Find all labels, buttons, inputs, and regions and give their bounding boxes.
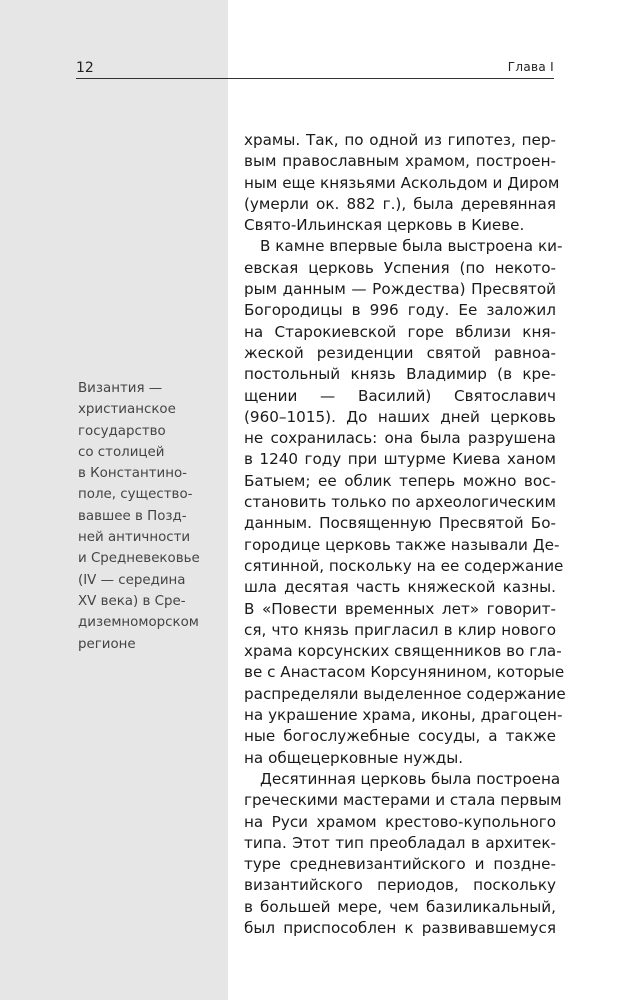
sidenote-line: в Константино- bbox=[78, 466, 188, 482]
text-line: Десятинная церковь была построена bbox=[260, 769, 561, 788]
text-line: шла десятая часть княжеской казны. bbox=[244, 578, 556, 597]
text-line: Богородицы в 996 году. Ее заложил bbox=[244, 301, 556, 320]
text-line: сятинной, поскольку на ее содержание bbox=[244, 556, 564, 575]
text-line: В «Повести временных лет» говорит- bbox=[244, 599, 556, 618]
text-line: Батыем; ее облик теперь можно вос- bbox=[244, 471, 556, 490]
text-line: ные богослужебные сосуды, а также bbox=[244, 727, 556, 746]
chapter-title: Глава I bbox=[507, 60, 554, 74]
text-line: не сохранилась: она была разрушена bbox=[244, 429, 556, 448]
text-line: в 1240 году при штурме Киева ханом bbox=[244, 450, 556, 469]
sidenote-line: со столицей bbox=[78, 444, 165, 460]
sidenote-line: диземноморском bbox=[78, 615, 199, 631]
text-line: данным. Посвященную Пресвятой Бо- bbox=[244, 514, 556, 533]
page-number: 12 bbox=[76, 60, 94, 76]
sidenote-line: Византия — bbox=[78, 381, 163, 396]
text-line: щении — Василий) Святославич bbox=[244, 386, 556, 405]
text-line: вым православным храмом, построен- bbox=[244, 152, 556, 171]
sidenote-line: регионе bbox=[78, 636, 136, 652]
text-line: на Руси храмом крестово-купольного bbox=[244, 812, 556, 831]
text-line: (960–1015). До наших дней церковь bbox=[244, 407, 556, 426]
sidenote-line: государство bbox=[78, 423, 166, 439]
text-line: типа. Этот тип преобладал в архитек- bbox=[244, 833, 556, 852]
text-line: ве с Анастасом Корсунянином, которые bbox=[244, 663, 565, 682]
sidenote-line: XV века) в Сре- bbox=[78, 593, 186, 609]
paragraph bbox=[244, 130, 560, 236]
text-line: Свято-Ильинская церковь в Киеве. bbox=[244, 216, 525, 235]
text-line: храмы. Так, по одной из гипотез, пер- bbox=[244, 131, 556, 149]
text-line: постольный князь Владимир (в кре- bbox=[244, 365, 556, 384]
text-line: византийского периодов, поскольку bbox=[244, 876, 556, 895]
text-line: В камне впервые была выстроена ки- bbox=[260, 237, 563, 256]
main-text bbox=[244, 130, 566, 939]
text-line: рым данным — Рождества) Пресвятой bbox=[244, 280, 556, 299]
sidenote bbox=[78, 378, 208, 655]
text-line: на украшение храма, иконы, драгоцен- bbox=[244, 706, 563, 725]
text-line: на общецерковные нужды. bbox=[244, 748, 464, 767]
paragraph bbox=[244, 769, 562, 939]
text-line: греческими мастерами и стала первым bbox=[244, 791, 562, 810]
sidenote-line: поле, существо- bbox=[78, 487, 193, 503]
running-header bbox=[76, 58, 554, 79]
text-line: жеской резиденции святой равноа- bbox=[244, 343, 556, 362]
text-line: распределяли выделенное содержание bbox=[244, 684, 566, 703]
sidenote-line: вавшее в Позд- bbox=[78, 508, 187, 524]
sidenote-line: христианское bbox=[78, 402, 176, 418]
text-line: евская церковь Успения (по некото- bbox=[244, 258, 556, 277]
sidenote-line: (IV — середина bbox=[78, 572, 186, 588]
text-line: (умерли ок. 882 г.), была деревянная bbox=[244, 194, 556, 213]
text-line: в большей мере, чем базиликальный, bbox=[244, 897, 556, 916]
text-line: ным еще князьями Аскольдом и Диром bbox=[244, 173, 560, 192]
text-line: на Старокиевской горе вблизи кня- bbox=[244, 322, 556, 341]
text-line: был приспособлен к развивавшемуся bbox=[244, 918, 556, 937]
paragraph bbox=[244, 236, 566, 768]
text-line: становить только по археологическим bbox=[244, 493, 556, 512]
sidenote-line: и Средневековье bbox=[78, 551, 200, 567]
text-line: ся, что князь пригласил в клир нового bbox=[244, 620, 556, 639]
text-line: туре средневизантийского и поздне- bbox=[244, 855, 556, 874]
sidenote-line: ней античности bbox=[78, 530, 191, 546]
text-line: городице церковь также называли Де- bbox=[244, 535, 560, 554]
text-line: храма корсунских священников во гла- bbox=[244, 642, 562, 661]
